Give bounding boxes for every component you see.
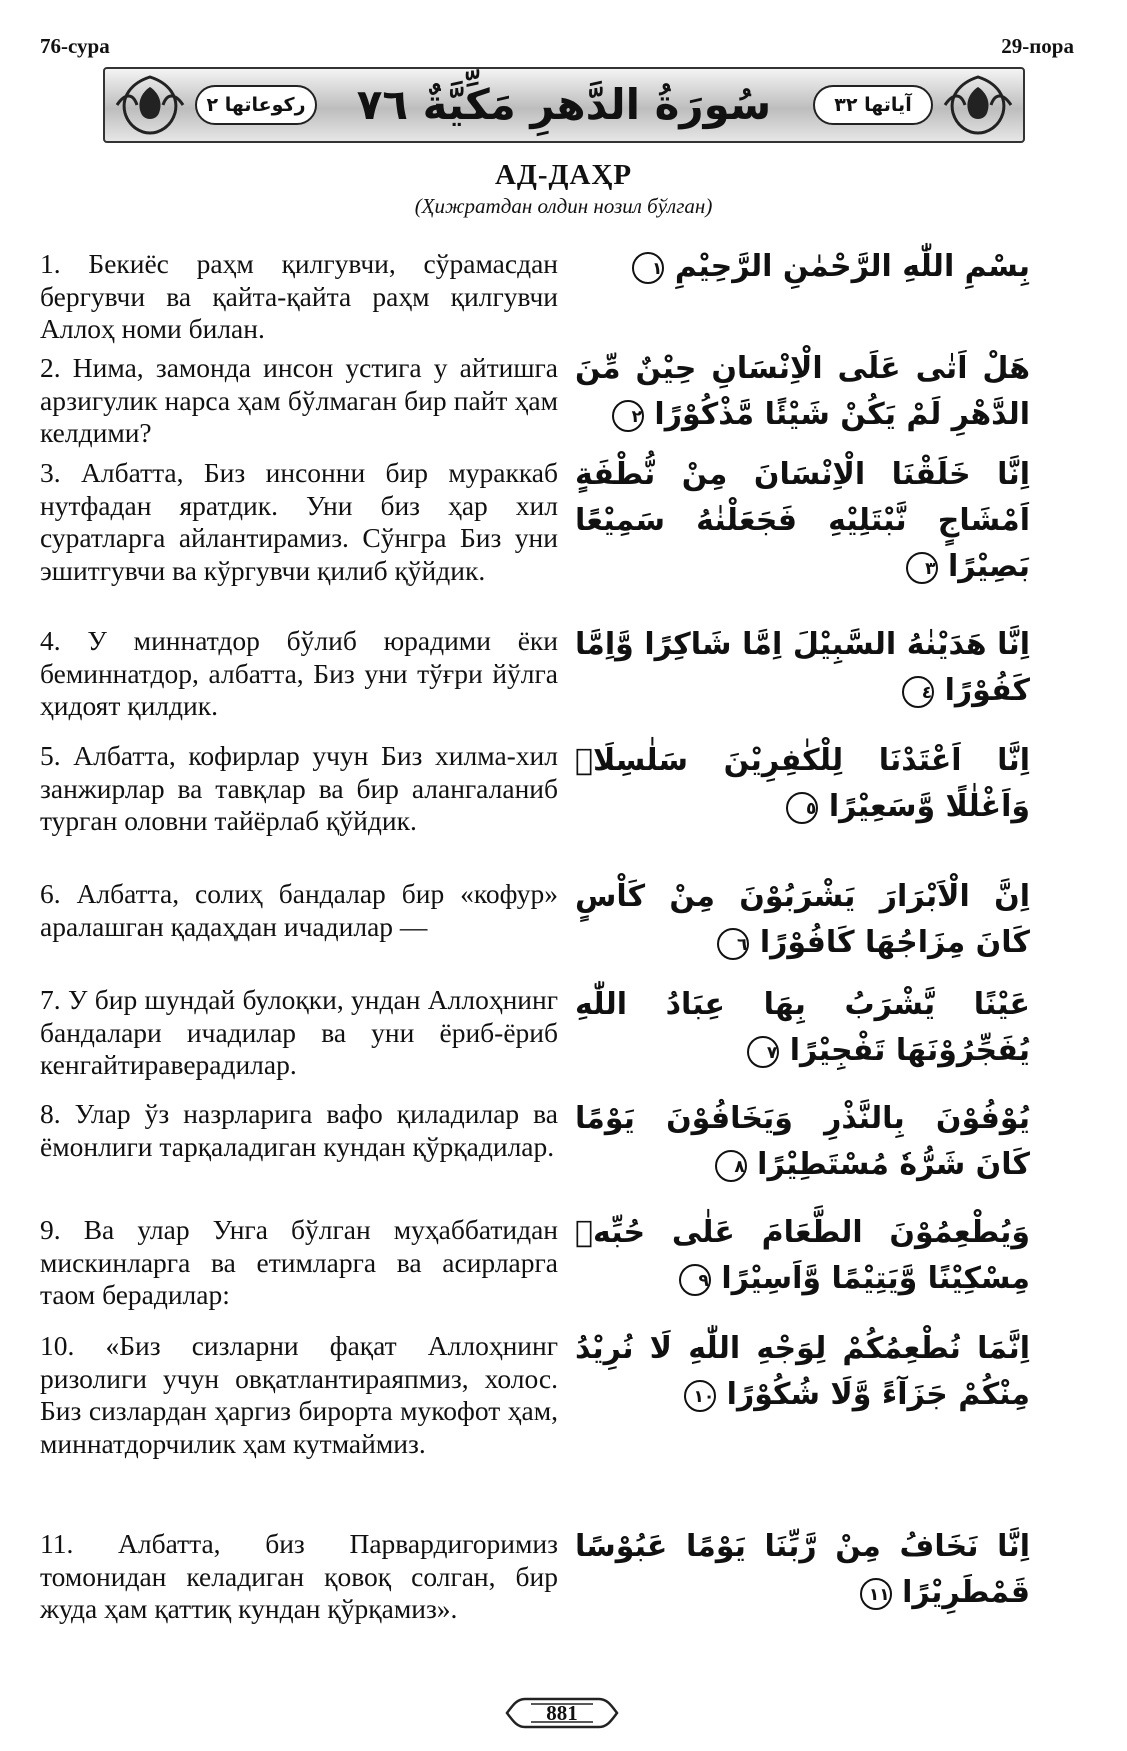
ayah-number-marker: ١٠ (684, 1380, 716, 1412)
verse-arabic-9: وَيُطْعِمُوْنَ الطَّعَامَ عَلٰى حُبِّهٖ مِسْكِيْنًا وَّيَتِيْمًا وَّاَسِيْرًا ٩ (575, 1215, 1030, 1296)
verse-translation-8: 8. Улар ўз назрларига вафо қиладилар ва ёмонлиги тарқаладиган кундан қўрқадилар. (40, 1098, 558, 1162)
verse-arabic-6: اِنَّ الْاَبْرَارَ يَشْرَبُوْنَ مِنْ كَاْسٍ كَانَ مِزَاجُهَا كَافُوْرًا ٦ (575, 879, 1030, 960)
verse-translation-3: 3. Албатта, Биз инсонни бир мураккаб нутфадан яратдик. Уни биз ҳар хил суратларга айлантирамиз. Сўнгра Биз уни эшитгувчи ва кўргувчи қилиб қўйдик. (40, 457, 558, 586)
verse-translation-4: 4. У миннатдор бўлиб юрадими ёки беминнатдор, албатта, Биз уни тўғри йўлга ҳидоят қилдик. (40, 625, 558, 721)
running-head-surah: 76-сура (40, 34, 110, 58)
surah-title: АД-ДАҲР (494, 159, 633, 191)
verse-arabic-5: اِنَّا اَعْتَدْنَا لِلْكٰفِرِيْنَ سَلٰسِلَاۡ وَاَغْلٰلًا وَّسَعِيْرًا ٥ (575, 743, 1030, 824)
verse-arabic-8: يُوْفُوْنَ بِالنَّذْرِ وَيَخَافُوْنَ يَوْمًا كَانَ شَرُّهٗ مُسْتَطِيْرًا ٨ (575, 1101, 1030, 1182)
ornament-right-icon (939, 73, 1017, 137)
page-number: 881 (546, 1701, 578, 1725)
verse-arabic-4: اِنَّا هَدَيْنٰهُ السَّبِيْلَ اِمَّا شَاكِرًا وَّاِمَّا كَفُوْرًا ٤ (575, 627, 1030, 708)
revelation-note: (Ҳижратдан олдин нозил бўлган) (414, 194, 713, 218)
verse-arabic-1: بِسْمِ اللّٰهِ الرَّحْمٰنِ الرَّحِيْمِ ١ (575, 244, 1030, 290)
verse-translation-7: 7. У бир шундай булоқки, ундан Аллоҳнинг бандалари ичадилар ва уни ёриб-ёриб кенгайтираверадилар. (40, 984, 558, 1080)
verse-translation-6: 6. Албатта, солиҳ бандалар бир «кофур» аралашган қадаҳдан ичадилар — (40, 878, 558, 942)
ornament-left-icon (111, 73, 189, 137)
verse-translation-2: 2. Нима, замонда инсон устига у айтишга арзигулик нарса ҳам бўлмаган бир пайт ҳам келдими? (40, 352, 558, 448)
verse-translation-9: 9. Ва улар Унга бўлган муҳаббатидан мискинларга ва етимларга ва асирларга таом берадилар: (40, 1214, 558, 1310)
verse-translation-1: 1. Бекиёс раҳм қилгувчи, сўрамасдан бергувчи ва қайта-қайта раҳм қилгувчи Аллоҳ номи билан. (40, 248, 558, 344)
verse-arabic-7: عَيْنًا يَّشْرَبُ بِهَا عِبَادُ اللّٰهِ يُفَجِّرُوْنَهَا تَفْجِيْرًا ٧ (575, 987, 1030, 1068)
ayah-number-marker: ٧ (747, 1036, 779, 1068)
running-head-juz: 29-пора (1001, 34, 1074, 58)
ruku-count-badge: ركوعاتها ٢ (195, 85, 317, 125)
ayah-number-marker: ٦ (717, 928, 749, 960)
surah-name-arabic: سُورَةُ الدَّهرِ مَكِّيَّةٌ ٧٦ (356, 80, 772, 129)
ayah-number-marker: ٨ (715, 1150, 747, 1182)
ayat-count-badge: آياتها ٣٢ (813, 85, 933, 125)
ayah-number-marker: ١١ (860, 1578, 892, 1610)
ayah-number-marker: ٢ (612, 400, 644, 432)
verse-arabic-11: اِنَّا نَخَافُ مِنْ رَّبِّنَا يَوْمًا عَبُوْسًا قَمْطَرِيْرًا ١١ (575, 1529, 1030, 1610)
page-number-cartouche (503, 1695, 621, 1731)
verse-arabic-10: اِنَّمَا نُطْعِمُكُمْ لِوَجْهِ اللّٰهِ لَا نُرِيْدُ مِنْكُمْ جَزَآءً وَّلَا شُكُوْرًا ١٠ (575, 1331, 1030, 1412)
verse-arabic-2: هَلْ اَتٰى عَلَى الْاِنْسَانِ حِيْنٌ مِّنَ الدَّهْرِ لَمْ يَكُنْ شَيْئًا مَّذْكُوْرًا ٢ (575, 351, 1030, 432)
verse-translation-5: 5. Албатта, кофирлар учун Биз хилма-хил занжирлар ва тавқлар ва бир алангаланиб турган оловни тайёрлаб қўйдик. (40, 740, 558, 836)
ayah-number-marker: ١ (632, 252, 664, 284)
verse-translation-10: 10. «Биз сизларни фақат Аллоҳнинг ризолиги учун овқатлантираяпмиз, холос. Биз сизлардан ҳаргиз бирорта мукофот ҳам, миннатдорчилик ҳам кутмаймиз. (40, 1330, 558, 1459)
ayah-number-marker: ٤ (902, 676, 934, 708)
ayah-number-marker: ٥ (786, 792, 818, 824)
verse-arabic-3: اِنَّا خَلَقْنَا الْاِنْسَانَ مِنْ نُّطْفَةٍ اَمْشَاجٍ نَّبْتَلِيْهِ فَجَعَلْنٰهُ سَمِيْعًا بَصِيْرًا ٣ (575, 457, 1030, 584)
ayah-number-marker: ٣ (906, 552, 938, 584)
verse-translation-11: 11. Албатта, биз Парвардигоримиз томонидан келадиган қовоқ солган, бир жуда ҳам қаттиқ кундан қўрқамиз». (40, 1528, 558, 1624)
ayah-number-marker: ٩ (679, 1264, 711, 1296)
surah-banner (103, 67, 1025, 143)
